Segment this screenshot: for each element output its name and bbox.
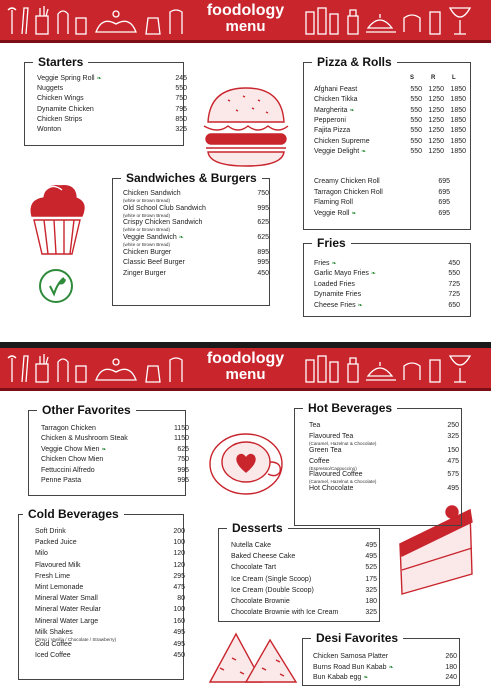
item-name: Veggie Spring Roll ❧ — [37, 75, 102, 82]
price-regular: 1250 — [428, 137, 444, 145]
item-name: Iced Coffee — [35, 652, 71, 660]
item-price: 695 — [438, 199, 450, 207]
item-price: 120 — [173, 550, 185, 558]
item-name: Chicken Sandwich — [123, 190, 181, 197]
item-price: 150 — [447, 446, 459, 454]
item-name: Chicken Strips — [37, 115, 83, 123]
header-underline — [0, 388, 491, 391]
item-name: Burns Road Bun Kabab ❧ — [313, 663, 394, 671]
item-price: 995 — [257, 259, 269, 267]
item-note: (white or Brown Bread) — [123, 212, 170, 218]
item-name: Pepperoni — [314, 116, 346, 124]
item-price: 995 — [177, 477, 189, 484]
item-name: Mineral Water Small — [35, 595, 98, 603]
leaf-icon: ❧ — [370, 271, 376, 278]
item-price: 695 — [438, 209, 450, 217]
item-price: 495 — [173, 628, 185, 636]
item-price: 325 — [175, 126, 187, 133]
hot-beverages-section — [294, 401, 462, 526]
item-price: 475 — [173, 584, 185, 591]
desserts-section — [218, 521, 380, 622]
item-name: Chocolate Tart — [231, 564, 277, 572]
item-price: 725 — [448, 291, 460, 299]
price-regular: 1250 — [428, 86, 444, 93]
item-name: Zinger Burger — [123, 269, 166, 277]
item-price: 495 — [447, 484, 459, 492]
sandwiches-burgers-section — [112, 171, 270, 306]
price-small: 550 — [410, 137, 422, 145]
price-small: 550 — [410, 86, 422, 93]
fries-section — [303, 236, 471, 317]
menu-page-1 — [0, 0, 491, 342]
burger-illustration — [198, 82, 293, 170]
item-note: (Oreo / Vanilla / Chocolate / Strawberry) — [35, 636, 117, 642]
item-name: Old School Club Sandwich — [123, 204, 206, 212]
section-title: Desserts — [227, 521, 288, 535]
leaf-icon: ❧ — [357, 302, 363, 309]
item-name: Dynamite Fries — [314, 291, 362, 299]
section-title: Sandwiches & Burgers — [121, 171, 262, 185]
item-price: 180 — [445, 663, 457, 671]
item-note: (Espresso/Cappuccino) — [309, 465, 357, 471]
item-name: Coffee — [309, 457, 330, 465]
brand-subtitle: menu — [225, 366, 266, 383]
item-name: Fresh Lime — [35, 572, 71, 580]
price-small: 550 — [410, 127, 422, 135]
brand-subtitle: menu — [225, 18, 266, 35]
leaf-icon: ❧ — [331, 261, 337, 267]
item-price: 1150 — [173, 425, 189, 432]
item-name: Mint Lemonade — [35, 584, 84, 591]
size-header-small: S — [410, 75, 415, 81]
item-price: 575 — [447, 471, 459, 478]
price-small: 550 — [410, 116, 422, 124]
item-name: Hot Chocolate — [309, 484, 354, 492]
samosa-illustration — [206, 628, 298, 686]
leaf-icon: ❧ — [96, 76, 102, 82]
item-price: 525 — [365, 564, 377, 572]
desi-favorites-section — [302, 631, 460, 686]
item-price: 180 — [365, 598, 377, 605]
item-name: Green Tea — [309, 446, 342, 454]
item-name: Packed Juice — [35, 539, 77, 547]
item-price: 325 — [365, 609, 377, 617]
starters-section — [24, 55, 187, 146]
leaf-icon: ❧ — [388, 664, 394, 671]
item-name: Flaming Roll — [314, 199, 353, 207]
section-title: Other Favorites — [37, 403, 136, 417]
item-price: 750 — [175, 95, 187, 103]
brand-name: foodology — [206, 350, 285, 367]
item-price: 495 — [173, 641, 185, 649]
item-name: Tarragon Chicken Roll — [314, 188, 383, 196]
item-price: 240 — [445, 674, 457, 681]
other-favorites-section — [28, 403, 189, 496]
item-name: Ice Cream (Single Scoop) — [231, 575, 312, 583]
item-price: 795 — [175, 105, 187, 113]
item-price: 295 — [173, 572, 185, 580]
item-price: 80 — [177, 595, 185, 603]
item-name: Afghani Feast — [314, 86, 358, 93]
item-note: (white or Brown Bread) — [123, 198, 170, 203]
item-name: Veggie Delight ❧ — [314, 147, 367, 155]
item-name: Garlic Mayo Fries ❧ — [314, 270, 376, 278]
item-name: Classic Beef Burger — [123, 259, 185, 267]
item-price: 260 — [445, 653, 457, 660]
item-name: Chicken & Mushroom Steak — [41, 435, 128, 443]
leaf-icon: ❧ — [349, 107, 355, 114]
brand-logo — [0, 3, 491, 35]
item-price: 750 — [177, 456, 189, 464]
item-price: 200 — [173, 528, 185, 535]
item-name: Cold Coffee — [35, 641, 72, 649]
item-price: 325 — [365, 586, 377, 594]
item-name: Bun Kabab egg ❧ — [313, 674, 369, 681]
vegetarian-badge-icon — [38, 268, 74, 304]
item-price: 725 — [448, 280, 460, 288]
item-name: Mineral Water Large — [35, 617, 99, 625]
brand-name: foodology — [206, 2, 285, 19]
price-small: 550 — [410, 147, 422, 155]
price-large: 1850 — [450, 127, 466, 135]
leaf-icon: ❧ — [361, 148, 367, 155]
leaf-icon: ❧ — [363, 675, 369, 681]
item-price: 895 — [257, 248, 269, 256]
item-price: 250 — [447, 422, 459, 429]
item-note: (Caramel, Hazelnut & Chocolate) — [309, 479, 377, 484]
item-name: Chocolate Brownie — [231, 598, 290, 605]
item-name: Flavoured Milk — [35, 561, 81, 569]
cupcake-illustration — [24, 176, 90, 258]
item-price: 625 — [257, 234, 269, 242]
item-price: 1150 — [173, 435, 189, 443]
price-regular: 1250 — [428, 96, 444, 104]
item-name: Cheese Fries ❧ — [314, 301, 363, 309]
item-name: Milk Shakes — [35, 628, 73, 636]
item-price: 160 — [173, 617, 185, 625]
section-title: Hot Beverages — [303, 401, 397, 415]
leaf-icon: ❧ — [178, 235, 184, 242]
item-name: Baked Cheese Cake — [231, 553, 296, 561]
price-small: 550 — [410, 96, 422, 104]
item-price: 995 — [257, 204, 269, 212]
item-price: 850 — [175, 115, 187, 123]
header-underline — [0, 40, 491, 43]
item-price: 100 — [173, 606, 185, 614]
item-price: 450 — [448, 260, 460, 267]
item-name: Chocolate Brownie with Ice Cream — [231, 609, 339, 617]
item-name: Veggie Roll ❧ — [314, 209, 357, 217]
item-price: 625 — [177, 445, 189, 453]
item-note: (white or Brown Bread) — [123, 242, 170, 248]
item-name: Tarragon Chicken — [41, 425, 96, 432]
menu-header — [0, 0, 491, 40]
item-price: 450 — [257, 269, 269, 277]
menu-header — [0, 348, 491, 388]
item-price: 450 — [173, 652, 185, 660]
item-name: Fettuccini Alfredo — [41, 466, 95, 474]
item-price: 475 — [447, 457, 459, 465]
item-name: Flavoured Coffee — [309, 471, 363, 478]
price-large: 1850 — [450, 86, 466, 93]
item-name: Chicken Wings — [37, 95, 84, 103]
item-name: Creamy Chicken Roll — [314, 178, 380, 185]
item-price: 550 — [175, 85, 187, 93]
size-header-regular: R — [431, 75, 436, 81]
item-name: Nutella Cake — [231, 542, 272, 549]
coffee-cup-illustration — [206, 424, 286, 498]
pizza-rolls-section — [303, 55, 471, 230]
cold-beverages-section — [18, 507, 185, 680]
item-price: 625 — [257, 219, 269, 227]
item-name: Penne Pasta — [41, 477, 82, 484]
size-header-large: L — [452, 75, 456, 81]
item-name: Wonton — [37, 126, 61, 133]
section-title: Pizza & Rolls — [312, 55, 397, 69]
item-price: 100 — [173, 539, 185, 547]
item-price: 325 — [447, 433, 459, 440]
item-name: Flavoured Tea — [309, 433, 354, 440]
item-name: Tea — [309, 422, 321, 429]
item-name: Dynamite Chicken — [37, 105, 94, 113]
item-price: 650 — [448, 301, 460, 309]
section-title: Fries — [312, 236, 351, 250]
leaf-icon: ❧ — [101, 446, 107, 453]
leaf-icon: ❧ — [351, 210, 357, 217]
item-price: 695 — [438, 178, 450, 185]
item-name: Chicken Burger — [123, 248, 172, 256]
price-large: 1850 — [450, 96, 466, 104]
section-title: Desi Favorites — [311, 631, 403, 645]
section-title: Cold Beverages — [23, 507, 124, 521]
price-small: 550 — [410, 106, 422, 114]
item-name: Chicken Samosa Platter — [313, 653, 389, 660]
item-name: Soft Drink — [35, 528, 66, 535]
brand-logo — [0, 351, 491, 383]
item-name: Mineral Water Reular — [35, 606, 101, 614]
item-price: 175 — [365, 575, 377, 583]
item-note: (Caramel, Hazelnut & Chocolate) — [309, 441, 377, 446]
section-title: Starters — [33, 55, 88, 69]
item-price: 495 — [365, 542, 377, 549]
price-regular: 1250 — [428, 147, 444, 155]
item-price: 695 — [438, 188, 450, 196]
price-large: 1850 — [450, 116, 466, 124]
item-name: Ice Cream (Double Scoop) — [231, 586, 314, 594]
price-regular: 1250 — [428, 127, 444, 135]
price-large: 1850 — [450, 106, 466, 114]
item-price: 120 — [173, 561, 185, 569]
item-price: 495 — [365, 553, 377, 561]
item-name: Crispy Chicken Sandwich — [123, 219, 203, 227]
price-large: 1850 — [450, 147, 466, 155]
item-price: 995 — [177, 466, 189, 474]
price-regular: 1250 — [428, 106, 444, 114]
item-name: Veggie Chow Mien ❧ — [41, 445, 107, 453]
item-name: Nuggets — [37, 85, 64, 93]
item-price: 750 — [257, 190, 269, 197]
item-price: 550 — [448, 270, 460, 278]
item-name: Milo — [35, 550, 48, 558]
item-name: Loaded Fries — [314, 280, 355, 288]
item-note: (white or Brown Bread) — [123, 227, 170, 233]
item-name: Chicken Tikka — [314, 96, 358, 104]
menu-page-2 — [0, 348, 491, 690]
item-name: Chicken Chow Mien — [41, 456, 104, 464]
item-name: Margherita ❧ — [314, 106, 355, 114]
item-name: Veggie Sandwich ❧ — [123, 234, 184, 242]
item-name: Chicken Supreme — [314, 137, 370, 145]
item-price: 245 — [175, 75, 187, 82]
item-name: Fries ❧ — [314, 260, 337, 267]
price-large: 1850 — [450, 137, 466, 145]
item-name: Fajita Pizza — [314, 127, 351, 135]
price-regular: 1250 — [428, 116, 444, 124]
